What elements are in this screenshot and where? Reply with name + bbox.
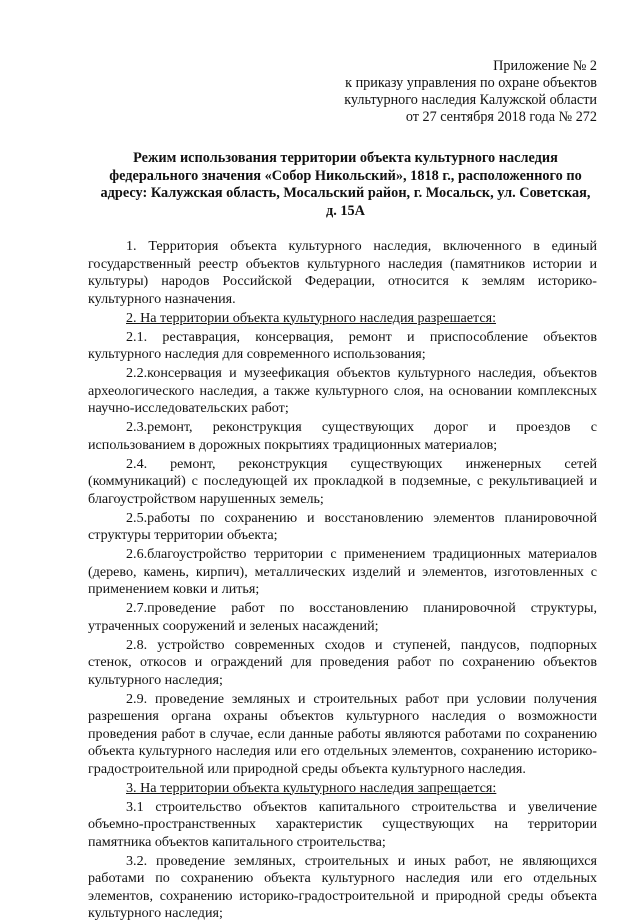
title-line: Режим использования территории объекта культурного наследия [133, 150, 558, 166]
section-heading-3-text: 3. На территории объекта культурного наследия запрещается: [126, 779, 497, 796]
paragraph-3-1: 3.1 строительство объектов капитального строительства и увеличение объемно-пространственных характеристик существующих на территории памятника объектов капитального строительства; [88, 798, 597, 850]
appendix-authority: культурного наследия Калужской области [344, 92, 597, 108]
paragraph-2-8: 2.8. устройство современных сходов и ступеней, пандусов, подпорных стенок, откосов и ограждений для проведения работ по сохранению объектов культурного наследия; [88, 636, 597, 688]
appendix-order-ref: к приказу управления по охране объектов [345, 75, 597, 91]
paragraph-2-4: 2.4. ремонт, реконструкция существующих инженерных сетей (коммуникаций) с последующей их прокладкой в подземные, с рекультивацией и благоустройством нарушенных земель; [88, 455, 597, 507]
title-line: федерального значения «Собор Никольский», 1818 г., расположенного по [109, 167, 582, 184]
paragraph-2-7: 2.7.проведение работ по восстановлению планировочной структуры, утраченных сооружений и зеленых насаждений; [88, 600, 597, 634]
paragraph-2-1: 2.1. реставрация, консервация, ремонт и приспособление объектов культурного наследия для современного использования; [88, 328, 597, 362]
paragraph-2-5: 2.5.работы по сохранению и восстановлению элементов планировочной структуры территории объекта; [88, 509, 597, 543]
document-body [88, 238, 597, 923]
section-heading-2 [88, 310, 597, 328]
document-title [94, 150, 597, 220]
paragraph-1: 1. Территория объекта культурного наследия, включенного в единый государственный реестр объектов культурного наследия (памятников истории и культуры) народов Российской Федерации, относится к землям историко-культурного назначения. [88, 238, 597, 307]
section-heading-3 [88, 780, 597, 798]
appendix-header [88, 58, 597, 126]
title-line: д. 15А [325, 202, 365, 219]
paragraph-3-2: 3.2. проведение земляных, строительных и иных работ, не являющихся работами по сохранению объекта культурного наследия или его отдельных элементов, сохранению историко-градостроительной и природной среды объекта культурного наследия; [88, 852, 597, 921]
section-heading-2-text: 2. На территории объекта культурного наследия разрешается: [126, 309, 497, 326]
appendix-number: Приложение № 2 [493, 58, 597, 74]
paragraph-2-9: 2.9. проведение земляных и строительных работ при условии получения разрешения органа охраны объектов культурного наследия о возможности проведения работ в случае, если данные работы являются работами по сохранению объекта культурного наследия или его отдельных элементов, сохранению историко-градостроительной или природной среды объекта культурного наследия. [88, 690, 597, 777]
paragraph-2-3: 2.3.ремонт, реконструкция существующих дорог и проездов с использованием в дорожных покрытиях традиционных материалов; [88, 419, 597, 453]
paragraph-2-2: 2.2.консервация и музеефикация объектов культурного наследия, объектов археологического наследия, а также культурного слоя, на основании комплексных научно-исследовательских работ; [88, 365, 597, 416]
title-line: адресу: Калужская область, Мосальский район, г. Мосальск, ул. Советская, [100, 185, 591, 201]
paragraph-2-6: 2.6.благоустройство территории с применением традиционных материалов (дерево, камень, кирпич), металлических изделий и элементов, изготовленных с применением ковки и литья; [88, 546, 597, 597]
appendix-date: от 27 сентября 2018 года № 272 [405, 109, 597, 125]
